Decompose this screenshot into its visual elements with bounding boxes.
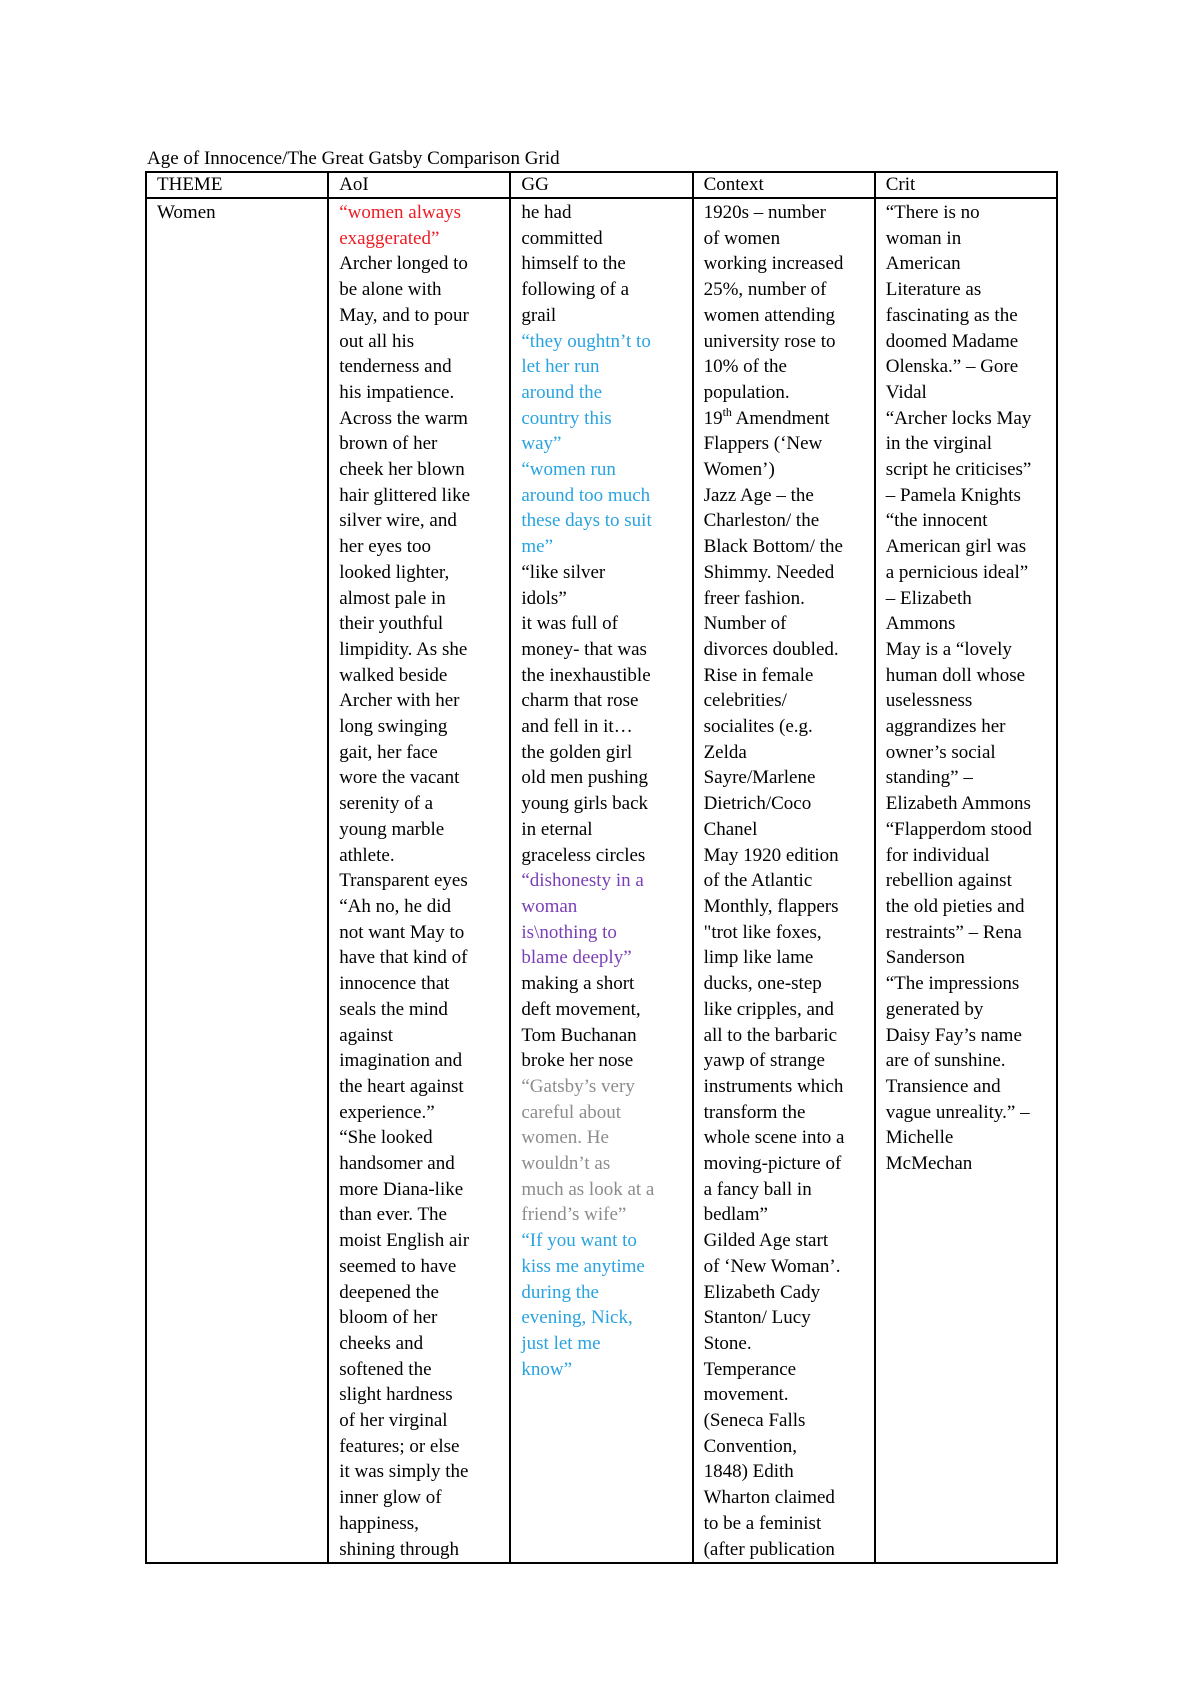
- aoi-line: the heart against: [339, 1075, 464, 1097]
- header-gg: GG: [510, 172, 692, 198]
- context-line: university rose to: [703, 330, 836, 352]
- aoi-line: serenity of a: [339, 793, 434, 815]
- aoi-line: experience.”: [339, 1101, 435, 1123]
- crit-line: doomed Madame: [885, 330, 1019, 352]
- context-line: 1920s – number: [703, 202, 826, 223]
- aoi-line: out all his: [339, 330, 415, 352]
- aoi-line: limpidity. As she: [339, 638, 468, 660]
- aoi-line: innocence that: [339, 973, 450, 995]
- gg-line: making a short: [521, 973, 635, 995]
- context-line: moving-picture of: [703, 1153, 842, 1175]
- context-line: working increased: [703, 253, 844, 275]
- crit-line: vague unreality.” –: [885, 1101, 1030, 1123]
- crit-line: script he criticises”: [885, 459, 1032, 481]
- header-row: [146, 172, 1057, 198]
- header-context: Context: [693, 172, 875, 198]
- gg-line: charm that rose: [521, 690, 639, 712]
- crit-line: Literature as: [885, 279, 982, 301]
- aoi-line: imagination and: [339, 1050, 463, 1072]
- context-line: 10% of the: [703, 356, 787, 378]
- gg-line: he had: [521, 202, 572, 223]
- crit-line: woman in: [885, 227, 962, 249]
- context-line: Sayre/Marlene: [703, 767, 816, 789]
- aoi-line: of her virginal: [339, 1410, 448, 1432]
- gg-line: “like silver: [521, 561, 606, 583]
- crit-line: the old pieties and: [885, 895, 1025, 917]
- crit-line: fascinating as the: [885, 304, 1018, 326]
- gg-line: country this: [521, 407, 612, 429]
- context-line: Black Bottom/ the: [703, 536, 843, 558]
- context-line: Charleston/ the: [703, 510, 820, 532]
- context-line: of women: [703, 227, 781, 249]
- gg-line: himself to the: [521, 253, 626, 275]
- gg-line: in eternal: [521, 818, 593, 840]
- gg-line: graceless circles: [521, 844, 646, 866]
- header-theme: THEME: [146, 172, 328, 198]
- header-aoi: AoI: [328, 172, 510, 198]
- gg-line: broke her nose: [521, 1050, 634, 1072]
- gg-line: “they oughtn’t to: [521, 330, 651, 352]
- gg-line: “dishonesty in a: [521, 870, 644, 892]
- aoi-line: wore the vacant: [339, 767, 460, 789]
- context-line: Dietrich/Coco: [703, 793, 812, 815]
- theme-label: Women: [157, 202, 216, 223]
- context-line: bedlam”: [703, 1204, 768, 1226]
- aoi-line: handsomer and: [339, 1153, 455, 1175]
- context-line: to be a feminist: [703, 1512, 822, 1534]
- table-row: [146, 198, 1057, 1563]
- crit-line: uselessness: [885, 690, 973, 712]
- crit-line: Vidal: [885, 381, 927, 403]
- context-line-text: 19: [703, 407, 723, 429]
- aoi-line: exaggerated”: [339, 227, 440, 249]
- gg-line: it was full of: [521, 613, 618, 635]
- aoi-line: gait, her face: [339, 741, 438, 763]
- context-line: [704, 406, 868, 432]
- crit-line: rebellion against: [885, 870, 1012, 892]
- aoi-line: cheek her blown: [339, 459, 465, 481]
- gg-line: let her run: [521, 356, 600, 378]
- gg-line: idols”: [521, 587, 567, 609]
- context-line: divorces doubled.: [703, 638, 839, 660]
- context-line: Stone.: [703, 1332, 752, 1354]
- aoi-line: young marble: [339, 818, 445, 840]
- aoi-line: Across the warm: [339, 407, 468, 429]
- crit-line: Daisy Fay’s name: [885, 1024, 1022, 1046]
- aoi-line: moist English air: [339, 1230, 470, 1252]
- context-line: of the Atlantic: [703, 870, 813, 892]
- aoi-line: softened the: [339, 1358, 432, 1380]
- gg-line: the golden girl: [521, 741, 633, 763]
- gg-line: Tom Buchanan: [521, 1024, 637, 1046]
- crit-line: American girl was: [885, 536, 1027, 558]
- header-crit: Crit: [875, 172, 1057, 198]
- aoi-line: than ever. The: [339, 1204, 447, 1226]
- aoi-line: deepened the: [339, 1281, 439, 1303]
- crit-line: Michelle: [885, 1127, 954, 1149]
- context-line: Jazz Age – the: [703, 484, 814, 506]
- aoi-line: Archer with her: [339, 690, 460, 712]
- gg-line: committed: [521, 227, 603, 249]
- aoi-line: be alone with: [339, 279, 442, 301]
- aoi-line: Archer longed to: [339, 253, 468, 275]
- crit-line: owner’s social: [885, 741, 996, 763]
- context-line: 1848) Edith: [703, 1461, 794, 1483]
- crit-line: human doll whose: [885, 664, 1026, 686]
- aoi-line: shining through: [339, 1538, 459, 1560]
- crit-line: Transience and: [885, 1075, 1001, 1097]
- gg-line: evening, Nick,: [521, 1307, 633, 1329]
- aoi-line: her eyes too: [339, 536, 431, 558]
- gg-line: “women run: [521, 459, 616, 481]
- crit-line: Olenska.” – Gore: [885, 356, 1019, 378]
- crit-line: American: [885, 253, 961, 275]
- aoi-line: his impatience.: [339, 381, 455, 403]
- context-line: Zelda: [703, 741, 747, 763]
- cell-gg: [510, 198, 692, 1563]
- gg-line: just let me: [521, 1332, 601, 1354]
- crit-line: a pernicious ideal”: [885, 561, 1029, 583]
- context-line-text-after: Amendment: [731, 407, 830, 429]
- gg-line: know”: [521, 1358, 573, 1380]
- context-line: celebrities/: [703, 690, 787, 712]
- cell-crit: [875, 198, 1057, 1563]
- crit-line: McMechan: [885, 1153, 973, 1175]
- crit-line: “the innocent: [885, 510, 988, 532]
- context-line: Temperance: [703, 1358, 797, 1380]
- aoi-line: May, and to pour: [339, 304, 469, 326]
- context-line: movement.: [703, 1384, 789, 1406]
- context-line: a fancy ball in: [703, 1178, 812, 1200]
- gg-line: grail: [521, 304, 557, 326]
- aoi-line: cheeks and: [339, 1332, 424, 1354]
- cell-context: [693, 198, 875, 1563]
- crit-line: “Archer locks May: [885, 407, 1032, 429]
- crit-line: generated by: [885, 998, 984, 1020]
- gg-line: and fell in it…: [521, 716, 633, 738]
- context-line: transform the: [703, 1101, 806, 1123]
- context-line: instruments which: [703, 1075, 844, 1097]
- context-line: women attending: [703, 304, 835, 326]
- gg-line: women. He: [521, 1127, 609, 1149]
- context-line: Monthly, flappers: [703, 895, 839, 917]
- cell-theme: [146, 198, 328, 1563]
- context-line: Chanel: [703, 818, 758, 840]
- aoi-line: athlete.: [339, 844, 395, 866]
- aoi-line: against: [339, 1024, 394, 1046]
- aoi-line: it was simply the: [339, 1461, 469, 1483]
- crit-line: “Flapperdom stood: [885, 818, 1032, 840]
- crit-line: restraints” – Rena: [885, 921, 1022, 943]
- gg-line: wouldn’t as: [521, 1153, 611, 1175]
- aoi-line: more Diana-like: [339, 1178, 464, 1200]
- aoi-line: not want May to: [339, 921, 465, 943]
- aoi-line: almost pale in: [339, 587, 446, 609]
- document-title: Age of Innocence/The Great Gatsby Comparison Grid: [147, 148, 560, 169]
- context-line: Wharton claimed: [703, 1487, 835, 1509]
- context-line: Gilded Age start: [703, 1230, 829, 1252]
- context-line: ducks, one-step: [703, 973, 822, 995]
- context-line: Flappers (‘New: [703, 433, 823, 455]
- context-line: yawp of strange: [703, 1050, 825, 1072]
- context-line: like cripples, and: [703, 998, 834, 1020]
- aoi-line: their youthful: [339, 613, 444, 635]
- context-line: of ‘New Woman’.: [703, 1255, 841, 1277]
- aoi-line: bloom of her: [339, 1307, 438, 1329]
- aoi-line: seemed to have: [339, 1255, 457, 1277]
- context-line: (Seneca Falls: [703, 1410, 806, 1432]
- gg-line: much as look at a: [521, 1178, 655, 1200]
- crit-line: aggrandizes her: [885, 716, 1006, 738]
- aoi-line: slight hardness: [339, 1384, 453, 1406]
- aoi-line: have that kind of: [339, 947, 468, 969]
- crit-line: “The impressions: [885, 973, 1020, 995]
- crit-line: Ammons: [885, 613, 956, 635]
- context-line: Stanton/ Lucy: [703, 1307, 811, 1329]
- gg-line: kiss me anytime: [521, 1255, 645, 1277]
- aoi-line: “She looked: [339, 1127, 433, 1149]
- aoi-line: brown of her: [339, 433, 438, 455]
- aoi-line: hair glittered like: [339, 484, 471, 506]
- gg-line: young girls back: [521, 793, 649, 815]
- comparison-grid: [145, 171, 1058, 1564]
- gg-line: old men pushing: [521, 767, 649, 789]
- crit-line: – Pamela Knights: [885, 484, 1021, 506]
- crit-line: – Elizabeth: [885, 587, 972, 609]
- crit-line: Sanderson: [885, 947, 965, 969]
- gg-line: is\nothing to: [521, 921, 617, 943]
- gg-line: following of a: [521, 279, 630, 301]
- crit-line: Elizabeth Ammons: [885, 793, 1031, 815]
- aoi-line: “Ah no, he did: [339, 895, 452, 917]
- superscript: th: [722, 404, 732, 419]
- context-line: freer fashion.: [703, 587, 805, 609]
- gg-line: woman: [521, 895, 578, 917]
- gg-line: the inexhaustible: [521, 664, 651, 686]
- aoi-line: Transparent eyes: [339, 870, 468, 892]
- aoi-line: “women always: [339, 202, 462, 223]
- gg-line: around too much: [521, 484, 651, 506]
- aoi-line: inner glow of: [339, 1487, 442, 1509]
- context-line: "trot like foxes,: [703, 921, 822, 943]
- gg-line: around the: [521, 381, 603, 403]
- gg-line: these days to suit: [521, 510, 652, 532]
- gg-line: me”: [521, 536, 554, 558]
- context-line: population.: [703, 381, 790, 403]
- context-line: Convention,: [703, 1435, 797, 1457]
- gg-line: money- that was: [521, 638, 647, 660]
- context-line: May 1920 edition: [703, 844, 839, 866]
- gg-line: “Gatsby’s very: [521, 1075, 635, 1097]
- crit-line: standing” –: [885, 767, 973, 789]
- context-line: Shimmy. Needed: [703, 561, 835, 583]
- gg-line: deft movement,: [521, 998, 641, 1020]
- crit-line: “There is no: [885, 202, 980, 223]
- crit-line: May is a “lovely: [885, 638, 1012, 660]
- gg-line: careful about: [521, 1101, 622, 1123]
- crit-line: for individual: [885, 844, 990, 866]
- context-line: Rise in female: [703, 664, 814, 686]
- context-line: socialites (e.g.: [703, 716, 813, 738]
- gg-line: blame deeply”: [521, 947, 632, 969]
- context-line: Women’): [703, 459, 775, 481]
- cell-aoi: [328, 198, 510, 1563]
- aoi-line: long swinging: [339, 716, 448, 738]
- context-line: (after publication: [703, 1538, 835, 1560]
- gg-line: friend’s wife”: [521, 1204, 627, 1226]
- gg-line: way”: [521, 433, 562, 455]
- gg-line: “If you want to: [521, 1230, 637, 1252]
- aoi-line: happiness,: [339, 1512, 419, 1534]
- context-line: all to the barbaric: [703, 1024, 838, 1046]
- context-line: Number of: [703, 613, 787, 635]
- gg-line: during the: [521, 1281, 599, 1303]
- aoi-line: seals the mind: [339, 998, 448, 1020]
- context-line: 25%, number of: [703, 279, 827, 301]
- crit-line: are of sunshine.: [885, 1050, 1006, 1072]
- context-line: Elizabeth Cady: [703, 1281, 821, 1303]
- aoi-line: walked beside: [339, 664, 448, 686]
- aoi-line: looked lighter,: [339, 561, 450, 583]
- context-line: whole scene into a: [703, 1127, 845, 1149]
- aoi-line: silver wire, and: [339, 510, 457, 532]
- context-line: limp like lame: [703, 947, 814, 969]
- aoi-line: features; or else: [339, 1435, 460, 1457]
- aoi-line: tenderness and: [339, 356, 452, 378]
- crit-line: in the virginal: [885, 433, 992, 455]
